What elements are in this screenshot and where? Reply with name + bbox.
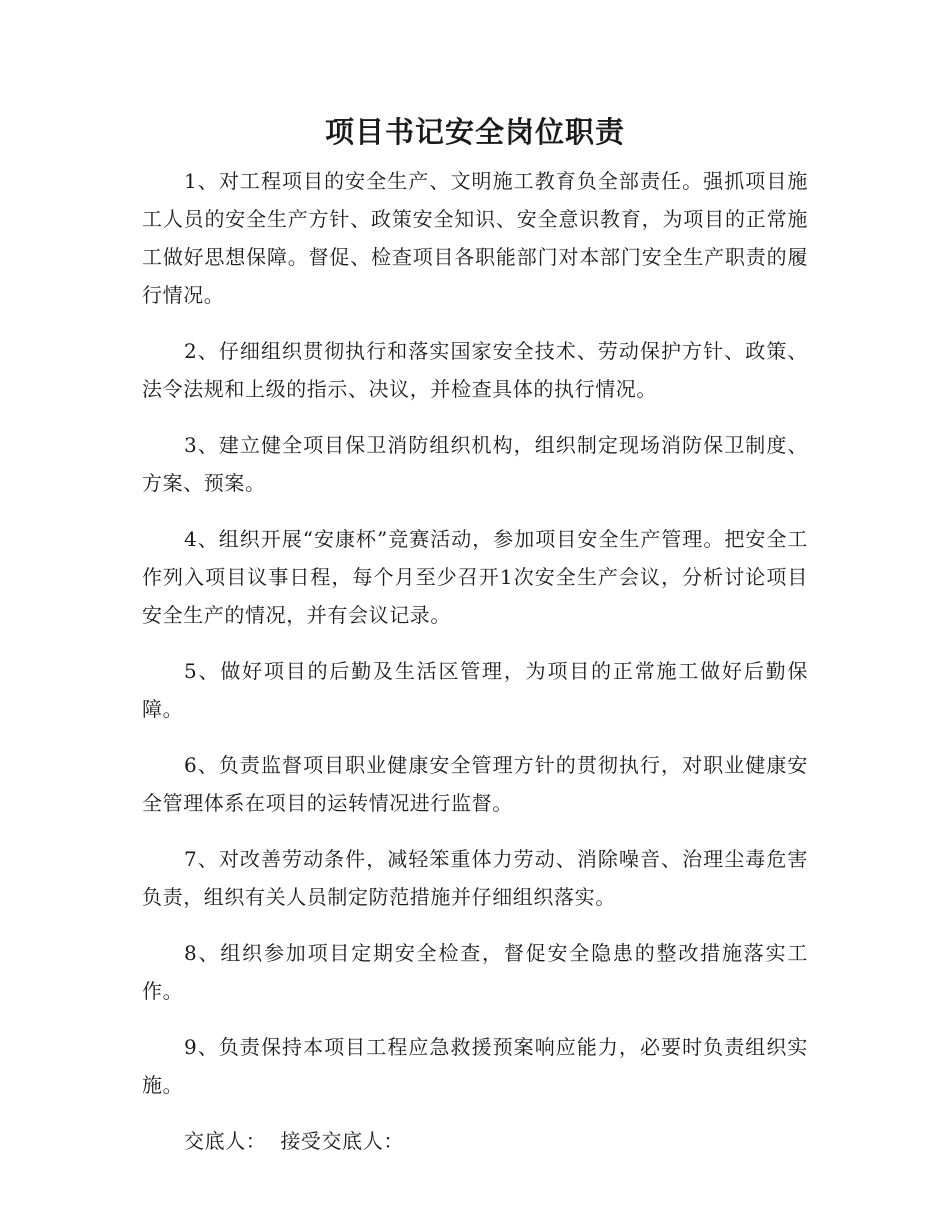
paragraph-8: 8、组织参加项目定期安全检查，督促安全隐患的整改措施落实工作。 xyxy=(142,941,808,1003)
paragraph-7: 7、对改善劳动条件，减轻笨重体力劳动、消除噪音、治理尘毒危害负责，组织有关人员制定防范措施并仔细组织落实。 xyxy=(142,847,808,909)
document-title: 项目书记安全岗位职责 xyxy=(324,115,625,149)
paragraph-4: 4、组织开展“安康杯”竞赛活动，参加项目安全生产管理。把安全工作列入项目议事日程，每个月至少召开1次安全生产会议，分析讨论项目安全生产的情况，并有会议记录。 xyxy=(142,527,808,627)
paragraph-9: 9、负责保持本项目工程应急救援预案响应能力，必要时负责组织实施。 xyxy=(142,1035,808,1097)
paragraph-6: 6、负责监督项目职业健康安全管理方针的贯彻执行，对职业健康安全管理体系在项目的运转情况进行监督。 xyxy=(142,753,808,815)
signature-line: 交底人： 接受交底人： xyxy=(184,1129,404,1153)
document-body xyxy=(142,162,808,1160)
paragraph-3: 3、建立健全项目保卫消防组织机构，组织制定现场消防保卫制度、方案、预案。 xyxy=(142,433,808,495)
paragraph-5: 5、做好项目的后勤及生活区管理，为项目的正常施工做好后勤保障。 xyxy=(142,659,808,721)
paragraph-2: 2、仔细组织贯彻执行和落实国家安全技术、劳动保护方针、政策、法令法规和上级的指示、决议，并检查具体的执行情况。 xyxy=(142,339,808,401)
paragraph-1: 1、对工程项目的安全生产、文明施工教育负全部责任。强抓项目施工人员的安全生产方针、政策安全知识、安全意识教育，为项目的正常施工做好思想保障。督促、检查项目各职能部门对本部门安全生产职责的履行情况。 xyxy=(142,169,808,307)
